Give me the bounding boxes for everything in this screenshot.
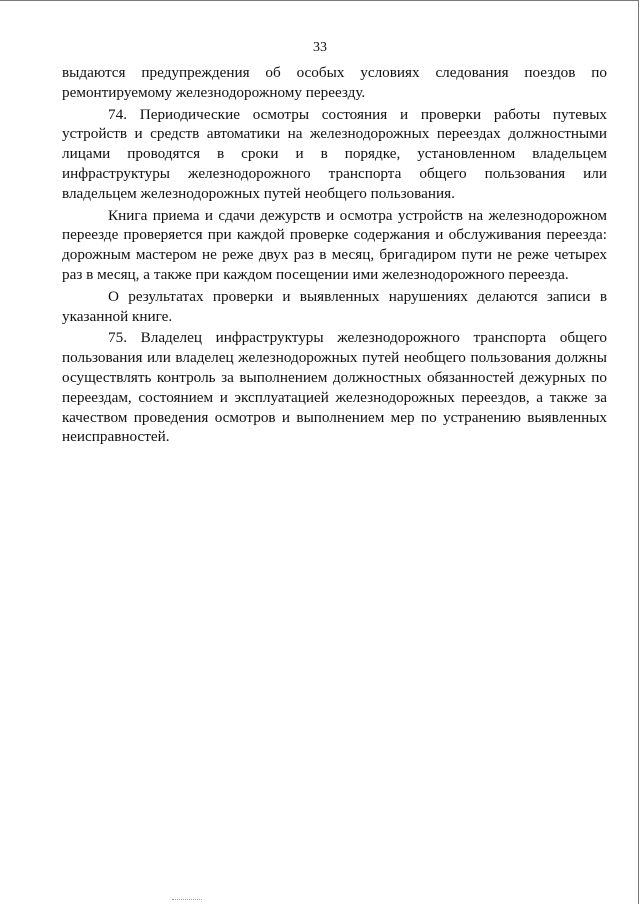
scan-artifact bbox=[172, 897, 202, 900]
paragraph-duty-book: Книга приема и сдачи дежурств и осмотра устройств на железнодорожном переезде проверяется при каждой проверке содержания и обслуживания переезда: дорожным мастером не реже двух раз в месяц, бригадиром пути не реже четырех раз в месяц, а также при каждом посещении ими железнодорожного переезда. bbox=[62, 206, 607, 283]
document-body bbox=[62, 63, 607, 447]
paragraph-inspection-records: О результатах проверки и выявленных нарушениях делаются записи в указанной книге. bbox=[62, 287, 607, 325]
paragraph-item-74: 74. Периодические осмотры состояния и проверки работы путевых устройств и средств автоматики на железнодорожных переездах должностными лицами проводятся в сроки и в порядке, установленном владельцем инфраструктуры железнодорожного транспорта общего пользования или владельцем железнодорожных путей необщего пользования. bbox=[62, 105, 607, 202]
paragraph-continuation: выдаются предупреждения об особых условиях следования поездов по ремонтируемому железнодорожному переезду. bbox=[62, 64, 607, 101]
paragraph-item-75: 75. Владелец инфраструктуры железнодорожного транспорта общего пользования или владелец железнодорожных путей необщего пользования должны осуществлять контроль за выполнением должностных обязанностей дежурных по переездам, состоянием и эксплуатацией железнодорожных переездов, а также за качеством проведения осмотров и выполнением мер по устранению выявленных неисправностей. bbox=[62, 329, 607, 446]
page-number: 33 bbox=[313, 40, 327, 55]
